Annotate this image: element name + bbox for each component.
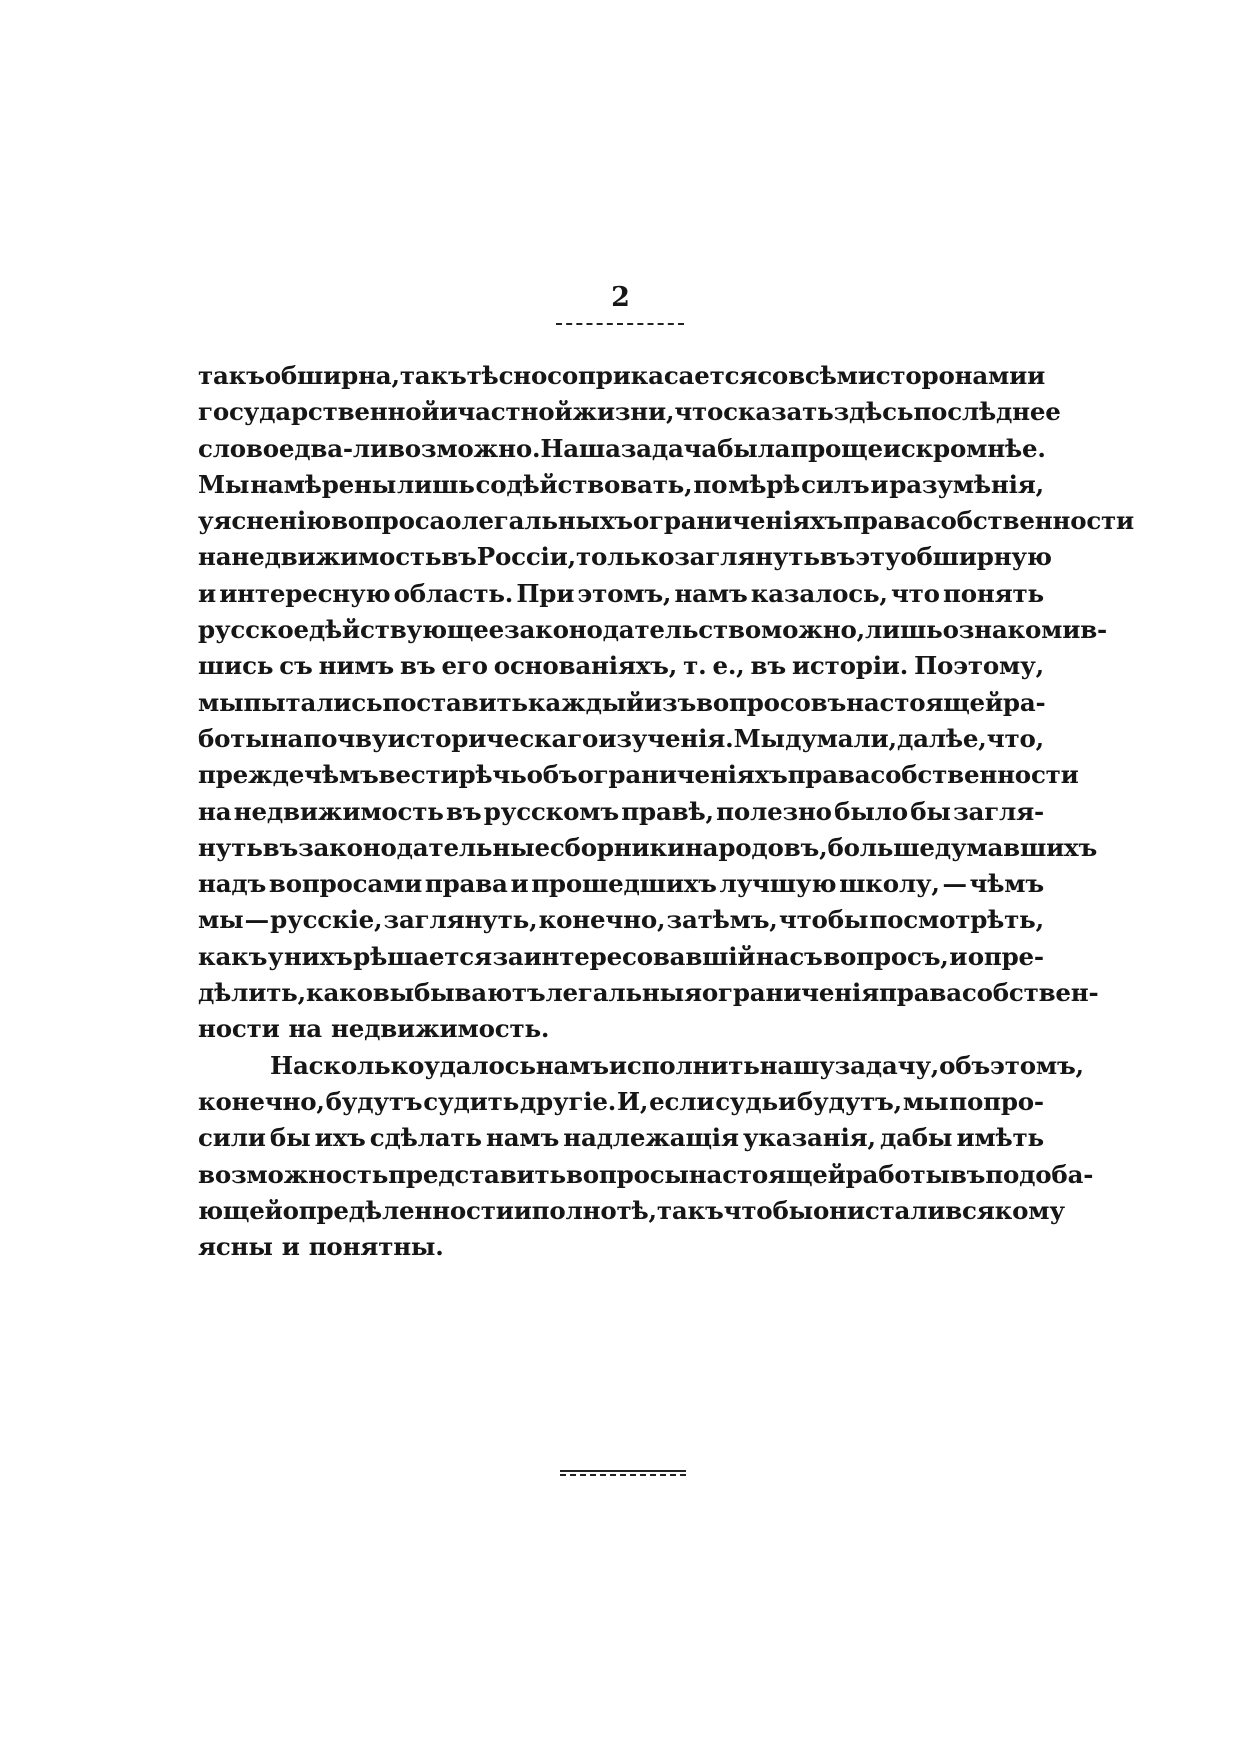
text-line: русское дѣйствующее законодательство можно, лишь ознакомив- xyxy=(198,615,1108,645)
end-ornament-rule xyxy=(560,1470,686,1475)
text-line: сили бы ихъ сдѣлать намъ надлежащія указанія, дабы имѣть xyxy=(198,1123,1044,1153)
text-line: на недвижимость въ русскомъ правѣ, полезно было бы загля- xyxy=(198,796,1044,826)
text-line: мы пытались поставить каждый изъ вопросовъ настоящей ра- xyxy=(198,687,1046,717)
text-line: прежде чѣмъ вести рѣчь объ ограниченіяхъ права собственности xyxy=(198,760,1079,790)
text-line: ющей опредѣленности и полнотѣ, такъ чтобы они стали всякому xyxy=(198,1195,1065,1225)
text-line: Насколько удалось намъ исполнить нашу задачу, объ этомъ, xyxy=(270,1050,1084,1080)
body-text xyxy=(198,358,1135,1265)
text-line: и интересную область. При этомъ, намъ казалось, что понять xyxy=(198,578,1044,608)
text-line: какъ у нихъ рѣшается заинтересовавшій насъ вопросъ, и опре- xyxy=(198,941,1044,971)
text-line: конечно, будутъ судить другіе. И, если судьи будутъ, мы попро- xyxy=(198,1086,1044,1116)
page-number: 2 xyxy=(611,282,630,313)
text-line: слово едва-ли возможно. Наша задача была проще и скромнѣе. xyxy=(198,433,1046,463)
text-line: Мы намѣрены лишь содѣйствовать, по мѣрѣ силъ и разумѣнія, xyxy=(198,469,1044,499)
text-line: шись съ нимъ въ его основаніяхъ, т. е., въ исторіи. Поэтому, xyxy=(198,651,1044,681)
text-line: ности на недвижимость. xyxy=(198,1014,550,1044)
text-line: такъ обширна, такъ тѣсно соприкасается со всѣми сторонами и xyxy=(198,361,1046,390)
text-line: дѣлить, каковы бываютъ легальныя ограниченія права собствен- xyxy=(198,978,1099,1008)
header-rule xyxy=(556,323,684,325)
text-line: уясненію вопроса о легальныхъ ограниченіяхъ права собственности xyxy=(198,506,1135,536)
text-line: возможность представить вопросы настоящей работы въ подоба- xyxy=(198,1159,1094,1189)
text-line: надъ вопросами права и прошедшихъ лучшую школу, — чѣмъ xyxy=(198,869,1044,899)
text-line: мы — русскіе, заглянуть, конечно, затѣмъ, чтобы посмотрѣть, xyxy=(198,905,1044,935)
text-line: боты на почву историческаго изученія. Мы думали, далѣе, что, xyxy=(198,723,1044,753)
text-line: ясны и понятны. xyxy=(198,1232,444,1262)
text-line: на недвижимость въ Россіи, только заглянуть въ эту обширную xyxy=(198,542,1052,572)
text-line: государственной и частной жизни, что сказать здѣсь послѣднее xyxy=(198,397,1061,427)
text-line: нуть въ законодательные сборники народовъ, больше думавшихъ xyxy=(198,832,1098,862)
